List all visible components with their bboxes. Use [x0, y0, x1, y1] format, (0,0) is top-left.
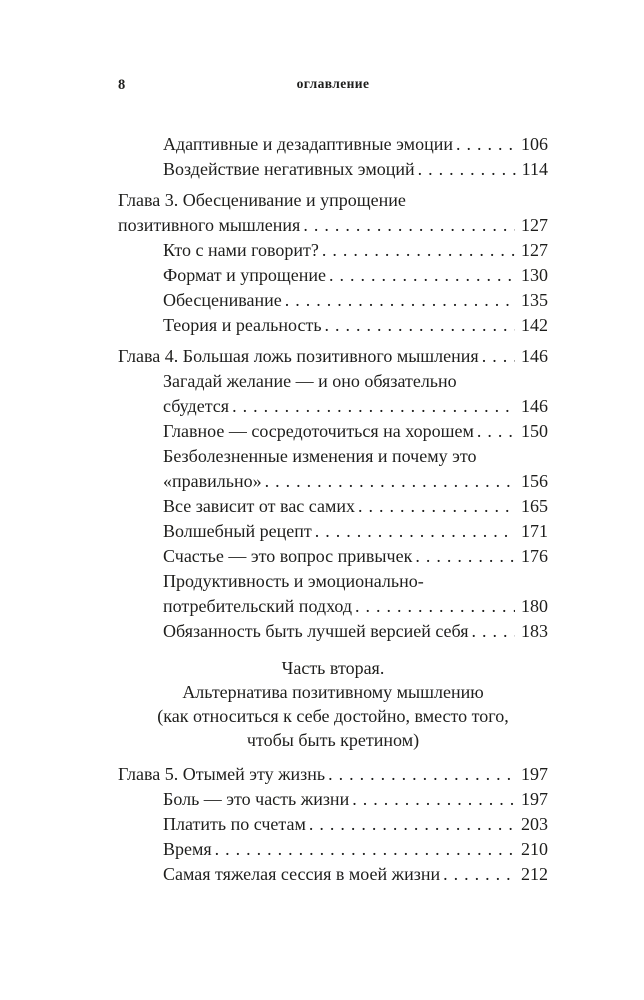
toc-entry-page: 165 [521, 496, 548, 516]
dot-leader [326, 263, 515, 288]
toc-entry-page: 114 [521, 159, 548, 179]
toc-entry[interactable] [118, 157, 548, 182]
toc-entry-page: 106 [521, 134, 548, 154]
toc-entry-title: позитивного мышления [118, 215, 301, 235]
toc-entry-page: 212 [521, 864, 548, 884]
toc-entry-title: Глава 4. Большая ложь позитивного мышления [118, 346, 479, 366]
toc-entry-title: Кто с нами говорит? [163, 240, 319, 260]
part-header-line: Часть вторая. [281, 658, 385, 678]
toc-entry-line[interactable] [118, 569, 548, 594]
part-header [118, 656, 548, 752]
toc-entry[interactable] [118, 837, 548, 862]
toc-entry-title: Глава 5. Отымей эту жизнь [118, 764, 326, 784]
toc-entry[interactable] [118, 762, 548, 787]
part-header-line: чтобы быть кретином) [246, 730, 420, 750]
page-number: 8 [118, 77, 126, 93]
part-header-line: (как относиться к себе достойно, вместо того, [157, 706, 509, 726]
toc-entry-title: потребительский подход [163, 596, 353, 616]
toc-entry-title: Обесценивание [163, 290, 282, 310]
toc-entry-page: 210 [521, 839, 548, 859]
toc-entry-page: 135 [521, 290, 548, 310]
page-content [118, 0, 548, 887]
toc-entry-title: сбудется [163, 396, 230, 416]
dot-leader [474, 419, 515, 444]
running-head-title: оглавление [296, 76, 370, 91]
toc-entry-page: 156 [521, 471, 548, 491]
toc-entry-page: 180 [521, 596, 548, 616]
toc-entry-page: 146 [521, 396, 548, 416]
table-of-contents [118, 132, 548, 887]
toc-entry-title: Счастье — это вопрос привычек [163, 546, 413, 566]
toc-entry-page: 171 [521, 521, 548, 541]
toc-entry[interactable] [118, 263, 548, 288]
toc-entry-page: 142 [521, 315, 548, 335]
dot-leader [306, 812, 515, 837]
toc-entry-page: 130 [521, 265, 548, 285]
toc-entry-line[interactable] [118, 369, 548, 394]
toc-entry[interactable] [118, 594, 548, 619]
toc-entry-title: Адаптивные и дезадаптивные эмоции [163, 134, 453, 154]
dot-leader [325, 762, 515, 787]
dot-leader [229, 394, 515, 419]
toc-entry-page: 127 [521, 215, 548, 235]
toc-entry-title: «правильно» [163, 471, 262, 491]
toc-entry[interactable] [118, 238, 548, 263]
dot-leader [469, 619, 515, 644]
toc-entry[interactable] [118, 132, 548, 157]
toc-entry[interactable] [118, 344, 548, 369]
running-head [118, 76, 548, 94]
toc-entry-title: Безболезненные изменения и почему это [163, 446, 477, 466]
dot-leader [453, 132, 515, 157]
toc-entry-title: Загадай желание — и оно обязательно [163, 371, 457, 391]
dot-leader [415, 157, 516, 182]
toc-entry[interactable] [118, 288, 548, 313]
toc-entry-title: Боль — это часть жизни [163, 789, 350, 809]
toc-entry-title: Обязанность быть лучшей версией себя [163, 621, 469, 641]
toc-entry-title: Самая тяжелая сессия в моей жизни [163, 864, 441, 884]
toc-entry[interactable] [118, 619, 548, 644]
dot-leader [212, 837, 515, 862]
toc-entry[interactable] [118, 862, 548, 887]
dot-leader [322, 313, 515, 338]
toc-entry[interactable] [118, 494, 548, 519]
toc-entry-title: Продуктивность и эмоционально- [163, 571, 424, 591]
toc-entry[interactable] [118, 213, 548, 238]
dot-leader [262, 469, 515, 494]
toc-entry-page: 183 [521, 621, 548, 641]
toc-entry-title: Глава 3. Обесценивание и упрощение [118, 190, 406, 210]
dot-leader [440, 862, 515, 887]
toc-entry-title: Главное — сосредоточиться на хорошем [163, 421, 474, 441]
toc-entry-title: Время [163, 839, 212, 859]
dot-leader [300, 213, 515, 238]
toc-entry-page: 197 [521, 789, 548, 809]
toc-entry[interactable] [118, 313, 548, 338]
toc-entry-page: 146 [521, 346, 548, 366]
dot-leader [412, 544, 515, 569]
dot-leader [479, 344, 515, 369]
toc-entry[interactable] [118, 188, 548, 213]
dot-leader [319, 238, 515, 263]
toc-entry-line[interactable] [118, 444, 548, 469]
dot-leader [352, 594, 515, 619]
toc-entry-page: 150 [521, 421, 548, 441]
toc-entry-page: 127 [521, 240, 548, 260]
toc-entry-page: 203 [521, 814, 548, 834]
toc-entry-title: Теория и реальность [163, 315, 322, 335]
dot-leader [282, 288, 515, 313]
dot-leader [355, 494, 515, 519]
toc-entry-title: Формат и упрощение [163, 265, 326, 285]
toc-entry-title: Волшебный рецепт [163, 521, 312, 541]
toc-entry[interactable] [118, 544, 548, 569]
toc-entry[interactable] [118, 469, 548, 494]
part-header-line: Альтернатива позитивному мышлению [182, 682, 484, 702]
toc-entry[interactable] [118, 419, 548, 444]
toc-entry-title: Все зависит от вас самих [163, 496, 356, 516]
toc-entry-title: Платить по счетам [163, 814, 306, 834]
toc-entry[interactable] [118, 812, 548, 837]
dot-leader [312, 519, 515, 544]
toc-entry-page: 197 [521, 764, 548, 784]
toc-entry[interactable] [118, 394, 548, 419]
toc-entry[interactable] [118, 787, 548, 812]
toc-entry[interactable] [118, 519, 548, 544]
toc-entry-page: 176 [521, 546, 548, 566]
dot-leader [349, 787, 515, 812]
toc-entry-title: Воздействие негативных эмоций [163, 159, 415, 179]
